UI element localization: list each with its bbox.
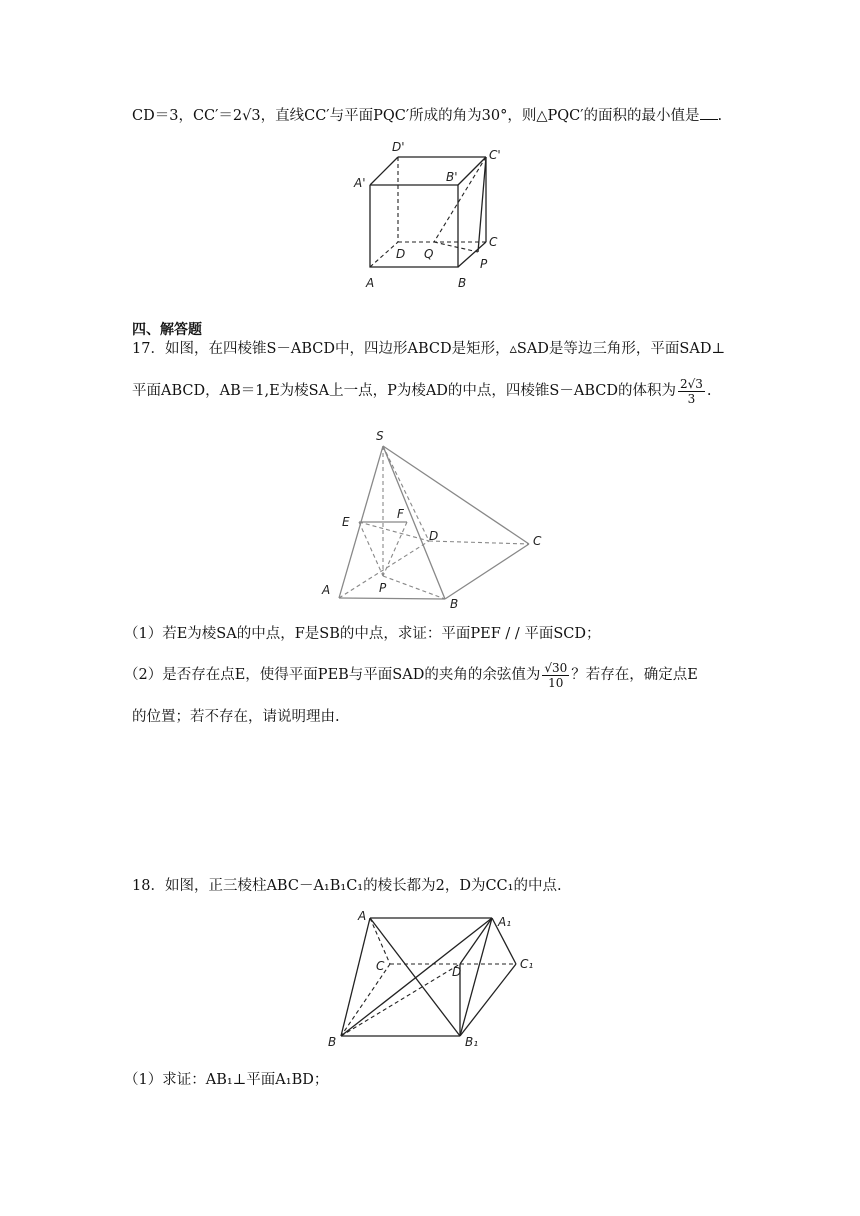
q17-line2-end: . (706, 383, 712, 399)
label-Cp: C' (489, 148, 501, 162)
label-P: P (480, 257, 488, 271)
diag-BA1 (341, 918, 492, 1036)
volume-numerator: 2√3 (679, 376, 703, 391)
label-F: F (397, 507, 404, 521)
label-P: P (379, 581, 387, 595)
q18-part1: （1）求证：AB₁⊥平面A₁BD； (124, 1072, 329, 1088)
volume-fraction (678, 377, 705, 406)
label-S: S (376, 429, 384, 443)
label-D: D (396, 247, 406, 261)
label-C1: C₁ (520, 957, 534, 971)
q16-cube-figure (350, 135, 520, 295)
label-C: C (376, 959, 385, 973)
edge-AB (339, 598, 445, 599)
label-Q: Q (424, 247, 434, 261)
label-A: A (322, 583, 331, 597)
cosine-denominator: 10 (548, 675, 564, 690)
edge-SC (383, 446, 529, 544)
q17-line2 (132, 376, 712, 406)
label-B: B (450, 597, 459, 611)
volume-denominator: 3 (687, 391, 696, 406)
cosine-numerator: √30 (544, 660, 568, 675)
q17-part2-text: （2）是否存在点E，使得平面PEB与平面SAD的夹角的余弦值为 (124, 667, 541, 683)
q18-line1: 18．如图，正三棱柱ABC－A₁B₁C₁的棱长都为2，D为CC₁的中点. (132, 878, 562, 894)
q17-part2-end: ？若存在，确定点E (571, 667, 698, 683)
q16-text (132, 105, 722, 126)
q17-part2 (124, 660, 698, 690)
edge-B1C1 (460, 964, 516, 1036)
label-D: D (429, 529, 439, 543)
label-Bp: B' (446, 170, 458, 184)
label-A: A (366, 276, 375, 290)
q16-line: CD＝3，CC′＝2√3，直线CC′与平面PQC′所成的角为30°，则△PQC′的面积的最小值是 (132, 108, 700, 124)
label-Dp: D' (392, 140, 405, 154)
q17-part1: （1）若E为棱SA的中点，F是SB的中点，求证：平面PEF / / 平面SCD； (124, 626, 601, 642)
front-face (370, 185, 458, 267)
cosine-fraction (542, 661, 569, 690)
label-A1: A₁ (498, 915, 512, 929)
diag-AB1 (370, 918, 460, 1036)
edge-A1B1 (460, 918, 492, 1036)
answer-blank (700, 105, 718, 120)
q17-pyramid-figure (315, 428, 555, 614)
q18-prism-figure (320, 904, 540, 1054)
q17-line1: 17．如图，在四棱锥S－ABCD中，四边形ABCD是矩形，▵SAD是等边三角形，平面SAD⊥ (132, 341, 726, 357)
q17-line2-text: 平面ABCD，AB＝1,E为棱SA上一点，P为棱AD的中点，四棱锥S－ABCD的体积为 (132, 383, 676, 399)
label-C: C (489, 235, 498, 249)
q17-part2-line2: 的位置；若不存在，请说明理由. (132, 709, 340, 725)
label-B: B (458, 276, 467, 290)
section-title: 四、解答题 (132, 322, 202, 338)
label-A: A (358, 909, 367, 923)
label-E: E (342, 515, 350, 529)
q16-tail: . (717, 108, 723, 124)
edge-AB (341, 918, 370, 1036)
label-Ap: A' (354, 176, 366, 190)
label-B: B (328, 1035, 337, 1049)
label-B1: B₁ (465, 1035, 479, 1049)
label-D: D (452, 965, 462, 979)
label-C: C (533, 534, 542, 548)
edge-BC (445, 544, 529, 599)
